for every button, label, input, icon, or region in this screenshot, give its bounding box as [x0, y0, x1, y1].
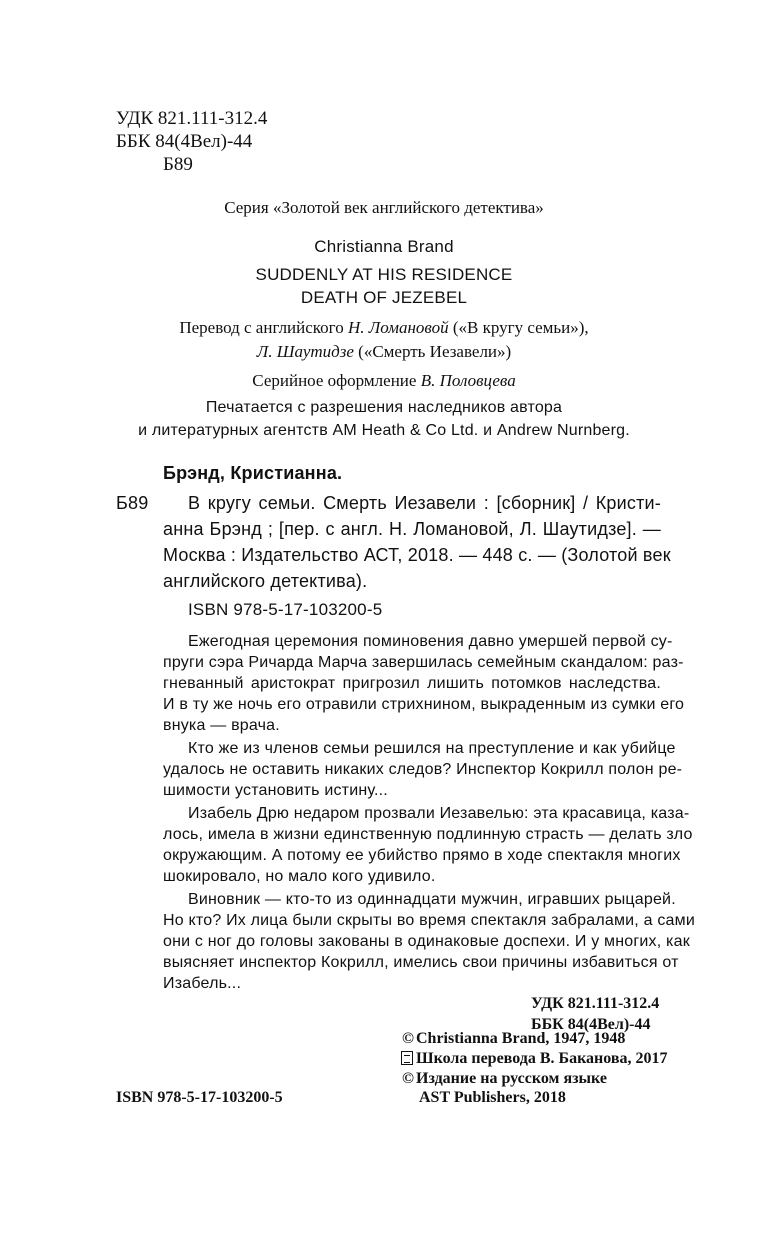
annotation-p4-line-5: Изабель...	[163, 975, 242, 992]
catalog-heading: Брэнд, Кристианна.	[163, 463, 343, 483]
catalog-line-2: анна Брэнд ; [пер. с англ. Н. Ломановой, Л. Шаутидзе]. —	[163, 519, 661, 539]
bbk-code-bottom: ББК 84(4Вел)-44	[531, 1016, 651, 1033]
annotation-p3-line-2: лось, имела в жизни единственную подлинную страсть — делать зло	[163, 826, 693, 843]
translation-title-1: («В кругу семьи»),	[448, 318, 589, 337]
copyright-line-4: AST Publishers, 2018	[419, 1089, 566, 1106]
translation-credit-line-1	[0, 316, 768, 340]
annotation-p4-line-1: Виновник — кто-то из одиннадцати мужчин, игравших рыцарей.	[188, 891, 676, 908]
copyright-symbol: ©	[402, 1030, 414, 1047]
designer-name: В. Половцева	[420, 371, 516, 390]
translator-2: Л. Шаутидзе	[256, 342, 354, 361]
catalog-mark: Б89	[116, 493, 149, 513]
annotation-p1-line-1: Ежегодная церемония поминовения давно умершей первой су-	[188, 633, 673, 650]
isbn-footer: ISBN 978-5-17-103200-5	[116, 1089, 283, 1106]
translation-credit-line-2	[0, 340, 768, 364]
copyright-translation: Школа перевода В. Баканова, 2017	[416, 1050, 668, 1067]
udk-code: УДК 821.111-312.4	[116, 108, 268, 129]
annotation-p2-line-1: Кто же из членов семьи решился на преступление и как убийце	[188, 740, 676, 757]
annotation-p1-line-5: внука — врача.	[163, 717, 280, 734]
design-credit	[0, 369, 768, 393]
permission-line-2: и литературных агентств AM Heath & Co Ltd. и Andrew Nurnberg.	[138, 422, 630, 439]
catalog-line-1: В кругу семьи. Смерть Иезавели : [сборник] / Кристи-	[188, 493, 661, 513]
annotation-p2-line-3: шимости установить истину...	[163, 782, 388, 799]
annotation-p1-line-4: И в ту же ночь его отравили стрихнином, выкраденным из сумки его	[163, 696, 685, 713]
translation-school-icon	[401, 1051, 413, 1065]
copyright-line-1	[400, 1028, 625, 1050]
annotation-p4-line-3: они с ног до головы закованы в одинаковые доспехи. И у многих, как	[163, 933, 690, 950]
catalog-line-4: английского детектива).	[163, 571, 368, 591]
series-title: Серия «Золотой век английского детектива»	[224, 198, 544, 217]
copyright-line-2	[400, 1048, 668, 1070]
annotation-p2-line-2: удалось не оставить никаких следов? Инспектор Кокрилл полон ре-	[163, 761, 683, 778]
copyright-author: Christianna Brand, 1947, 1948	[416, 1030, 626, 1047]
bbk-code: ББК 84(4Вел)-44	[116, 131, 253, 152]
permission-line-1: Печатается с разрешения наследников автора	[205, 399, 563, 416]
annotation-p3-line-1: Изабель Дрю недаром прозвали Иезавелью: эта красавица, каза-	[188, 805, 690, 822]
copyright-symbol-2: ©	[402, 1070, 414, 1087]
original-title-1: SUDDENLY AT HIS RESIDENCE	[255, 265, 513, 284]
udk-code-bottom: УДК 821.111-312.4	[531, 995, 660, 1012]
author-mark: Б89	[163, 154, 193, 175]
catalog-isbn: ISBN 978-5-17-103200-5	[188, 600, 383, 619]
annotation-p1-line-3: гневанный аристократ пригрозил лишить потомков наследства.	[163, 675, 661, 692]
translation-title-2: («Смерть Иезавели»)	[353, 342, 512, 361]
annotation-p3-line-3: окружающим. А потому ее убийство прямо в ходе спектакля многих	[163, 847, 681, 864]
original-author: Christianna Brand	[314, 237, 454, 256]
translator-1: Н. Ломановой	[347, 318, 449, 337]
original-title-2: DEATH OF JEZEBEL	[300, 288, 468, 307]
annotation-p1-line-2: пруги сэра Ричарда Марча завершилась семейным скандалом: раз-	[163, 654, 684, 671]
translation-prefix: Перевод с английского	[179, 318, 348, 337]
design-prefix: Серийное оформление	[252, 371, 421, 390]
annotation-p4-line-4: выясняет инспектор Кокрилл, имелись свои причины избавиться от	[163, 954, 679, 971]
copyright-edition: Издание на русском языке	[416, 1070, 607, 1087]
catalog-line-3: Москва : Издательство АСТ, 2018. — 448 с. — (Золотой век	[163, 545, 671, 565]
annotation-p3-line-4: шокировало, но мало кого удивило.	[163, 868, 436, 885]
annotation-p4-line-2: Но кто? Их лица были скрыты во время спектакля забралами, а сами	[163, 912, 695, 929]
